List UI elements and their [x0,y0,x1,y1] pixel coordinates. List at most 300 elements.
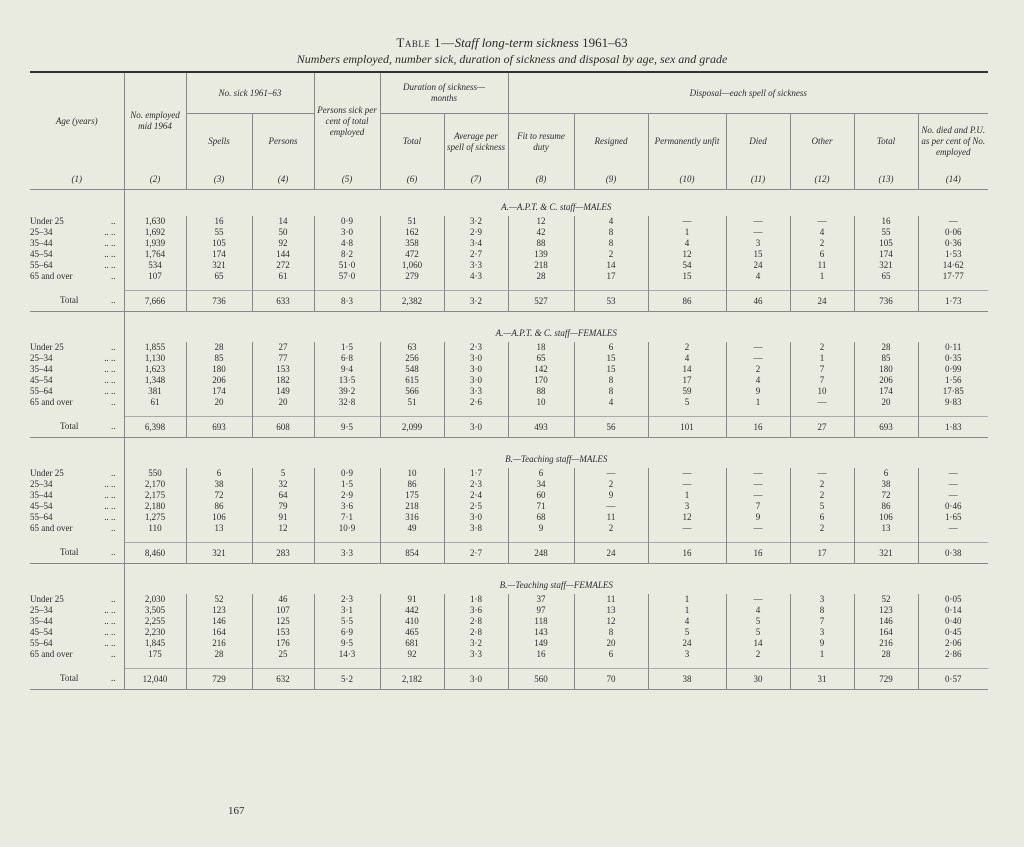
value-cell: 3·8 [444,523,508,534]
value-cell: 54 [648,260,726,271]
value-cell: 24 [648,638,726,649]
value-cell: 2·8 [444,627,508,638]
age-label: 65 and over [30,523,73,533]
value-cell: 5 [726,627,790,638]
value-cell: 381 [124,386,186,397]
age-label: Total [60,295,79,306]
value-cell: 4 [726,605,790,616]
spacer-cell [508,534,574,543]
value-cell: 2·5 [444,501,508,512]
value-cell: 6·8 [314,353,380,364]
value-cell: 2·8 [444,616,508,627]
spacer-cell [314,660,380,669]
value-cell: 180 [854,364,918,375]
age-label: 45–54 [30,249,53,259]
value-cell: 27 [790,417,854,438]
value-cell: 164 [854,627,918,638]
spacer-cell [508,282,574,291]
value-cell: 5 [790,501,854,512]
age-label: 55–64 [30,386,53,396]
value-cell: 86 [854,501,918,512]
age-cell [30,616,124,627]
value-cell: 14·3 [314,649,380,660]
age-label: 55–64 [30,638,53,648]
value-cell: 72 [854,490,918,501]
age-cell [30,501,124,512]
section-header-row [30,312,988,343]
spacer-cell [252,534,314,543]
value-cell: 85 [186,353,252,364]
value-cell: 174 [854,249,918,260]
age-cell [30,342,124,353]
age-cell [30,227,124,238]
section-spacer [30,438,124,469]
value-cell: 7 [790,616,854,627]
age-cell [30,386,124,397]
age-label: 45–54 [30,375,53,385]
age-cell [30,271,124,282]
value-cell: 3,505 [124,605,186,616]
column-number: (11) [726,169,790,190]
value-cell: 149 [508,638,574,649]
value-cell: 3·2 [444,291,508,312]
value-cell: 16 [726,417,790,438]
spacer-cell [186,534,252,543]
value-cell: 3·3 [444,386,508,397]
value-cell: 2 [790,342,854,353]
value-cell: 4 [574,397,648,408]
value-cell: 24 [790,291,854,312]
spacer-cell [726,408,790,417]
value-cell: 3·2 [444,638,508,649]
age-cell [30,364,124,375]
leader-dots: .. .. [104,638,116,648]
value-cell: 3·0 [444,512,508,523]
value-cell: 14·62 [918,260,988,271]
value-cell: 560 [508,669,574,690]
column-number: (1) [30,169,124,190]
value-cell: 1 [790,353,854,364]
value-cell: 0·45 [918,627,988,638]
age-label: Under 25 [30,216,64,226]
value-cell: 283 [252,543,314,564]
value-cell: 2,230 [124,627,186,638]
section-header-row [30,564,988,595]
header-age: Age (years) [55,115,98,126]
value-cell: 3·3 [444,260,508,271]
value-cell: 9·4 [314,364,380,375]
spacer-cell [30,282,124,291]
table-row [30,353,988,364]
spacer-cell [444,408,508,417]
spacer-cell [854,282,918,291]
value-cell: 2 [726,649,790,660]
leader-dots: .. [111,468,116,478]
value-cell: 1,130 [124,353,186,364]
leader-dots: .. .. [104,227,116,237]
value-cell: 42 [508,227,574,238]
spacer-cell [648,534,726,543]
spacer-cell [574,282,648,291]
value-cell: 1,939 [124,238,186,249]
value-cell: 34 [508,479,574,490]
value-cell: 3·0 [444,375,508,386]
spacer-cell [918,534,988,543]
value-cell: 3·6 [444,605,508,616]
spacer-cell [574,408,648,417]
age-label: 55–64 [30,512,53,522]
value-cell: 97 [508,605,574,616]
age-label: 35–44 [30,490,53,500]
value-cell: 8,460 [124,543,186,564]
value-cell: 8 [574,386,648,397]
value-cell: 20 [574,638,648,649]
value-cell: 38 [648,669,726,690]
value-cell: 51 [380,216,444,227]
spacer-cell [252,282,314,291]
value-cell: 358 [380,238,444,249]
value-cell: 61 [252,271,314,282]
value-cell: 0·9 [314,468,380,479]
value-cell: 1,692 [124,227,186,238]
value-cell: 3·0 [444,353,508,364]
value-cell: 2,255 [124,616,186,627]
value-cell: 2 [726,364,790,375]
value-cell: 55 [854,227,918,238]
value-cell: 16 [648,543,726,564]
value-cell: — [648,523,726,534]
age-cell [30,523,124,534]
value-cell: 17 [790,543,854,564]
age-cell [30,397,124,408]
value-cell: 11 [574,512,648,523]
spacer-cell [726,282,790,291]
value-cell: 7,666 [124,291,186,312]
value-cell: 2·7 [444,249,508,260]
value-cell: 149 [252,386,314,397]
value-cell: 534 [124,260,186,271]
age-cell [30,291,124,312]
header-other: Other [790,114,854,170]
leader-dots: .. [111,594,116,604]
value-cell: 2,030 [124,594,186,605]
value-cell: — [574,501,648,512]
leader-dots: .. .. [104,260,116,270]
value-cell: 3·4 [444,238,508,249]
spacer-cell [918,660,988,669]
value-cell: 6,398 [124,417,186,438]
value-cell: 1,623 [124,364,186,375]
value-cell: 2,099 [380,417,444,438]
value-cell: 10 [508,397,574,408]
column-number: (4) [252,169,314,190]
value-cell: 32 [252,479,314,490]
value-cell: 182 [252,375,314,386]
value-cell: 1·53 [918,249,988,260]
header-spells: Spells [186,114,252,170]
value-cell: — [918,468,988,479]
column-number: (12) [790,169,854,190]
header-dur-avg: Average per spell of sickness [444,114,508,170]
spacer-cell [380,282,444,291]
value-cell: 24 [574,543,648,564]
value-cell: 50 [252,227,314,238]
value-cell: 5 [252,468,314,479]
value-cell: 144 [252,249,314,260]
value-cell: 92 [252,238,314,249]
value-cell: 4 [648,238,726,249]
value-cell: — [918,216,988,227]
age-label: 65 and over [30,397,73,407]
value-cell: 125 [252,616,314,627]
value-cell: 14 [648,364,726,375]
spacer-cell [854,408,918,417]
total-row [30,543,988,564]
header-unfit: Permanently unfit [648,114,726,170]
age-cell [30,468,124,479]
age-cell [30,627,124,638]
section-label: B.—Teaching staff—MALES [124,438,988,469]
value-cell: 139 [508,249,574,260]
value-cell: 472 [380,249,444,260]
value-cell: — [648,216,726,227]
value-cell: 0·57 [918,669,988,690]
value-cell: 8 [574,627,648,638]
column-number: (2) [124,169,186,190]
value-cell: 11 [790,260,854,271]
value-cell: 24 [726,260,790,271]
value-cell: 1 [790,649,854,660]
value-cell: 53 [574,291,648,312]
value-cell: 14 [574,260,648,271]
age-label: 25–34 [30,479,53,489]
value-cell: 110 [124,523,186,534]
value-cell: 8 [790,605,854,616]
age-cell [30,543,124,564]
spacer-cell [726,660,790,669]
spacer-cell [918,282,988,291]
value-cell: 2·6 [444,397,508,408]
age-label: 25–34 [30,353,53,363]
value-cell: 0·99 [918,364,988,375]
value-cell: 1,845 [124,638,186,649]
value-cell: 256 [380,353,444,364]
age-label: 45–54 [30,627,53,637]
value-cell: 16 [508,649,574,660]
value-cell: 13·5 [314,375,380,386]
value-cell: 1 [648,227,726,238]
value-cell: 85 [854,353,918,364]
table-row [30,271,988,282]
value-cell: 736 [186,291,252,312]
value-cell: 729 [854,669,918,690]
value-cell: 174 [854,386,918,397]
value-cell: 105 [186,238,252,249]
table-row [30,649,988,660]
table-subtitle: Numbers employed, number sick, duration of sickness and disposal by age, sex and grade [296,52,728,66]
section-label: A.—A.P.T. & C. staff—MALES [124,190,988,217]
spacer-cell [854,534,918,543]
age-label: 25–34 [30,227,53,237]
table-row [30,627,988,638]
value-cell: 3·3 [314,543,380,564]
spacer-cell [648,408,726,417]
leader-dots: .. .. [104,616,116,626]
leader-dots: .. [111,673,116,684]
spacer-cell [124,660,186,669]
value-cell: — [574,468,648,479]
value-cell: 51·0 [314,260,380,271]
value-cell: 3·6 [314,501,380,512]
value-cell: 106 [854,512,918,523]
value-cell: 17 [574,271,648,282]
value-cell: — [918,523,988,534]
value-cell: 30 [726,669,790,690]
value-cell: 608 [252,417,314,438]
section-spacer [30,312,124,343]
value-cell: 79 [252,501,314,512]
value-cell: 550 [124,468,186,479]
value-cell: 65 [508,353,574,364]
value-cell: 9 [726,512,790,523]
table-row [30,605,988,616]
age-cell [30,490,124,501]
value-cell: — [726,523,790,534]
table-number: Table 1— [396,35,455,50]
value-cell: 1 [648,605,726,616]
age-cell [30,238,124,249]
age-label: 65 and over [30,649,73,659]
value-cell: 216 [186,638,252,649]
table-title [0,35,1024,51]
value-cell: 118 [508,616,574,627]
value-cell: — [790,468,854,479]
spacer-cell [508,408,574,417]
value-cell: 0·46 [918,501,988,512]
value-cell: 2·86 [918,649,988,660]
table-row [30,227,988,238]
value-cell: 218 [508,260,574,271]
table-title-years: 1961–63 [578,35,628,50]
value-cell: 1,630 [124,216,186,227]
header-employed: No. employed mid 1964 [124,73,186,169]
section-header-row [30,190,988,217]
value-cell: 316 [380,512,444,523]
header-duration: Duration of sickness—months [380,73,508,114]
value-cell: 2,180 [124,501,186,512]
value-cell: 60 [508,490,574,501]
value-cell: 3 [790,627,854,638]
value-cell: 16 [726,543,790,564]
spacer-cell [574,534,648,543]
value-cell: 1·5 [314,479,380,490]
table-row [30,397,988,408]
value-cell: 1 [648,490,726,501]
value-cell: 88 [508,238,574,249]
value-cell: 465 [380,627,444,638]
table-row [30,616,988,627]
value-cell: — [790,397,854,408]
value-cell: 1·5 [314,342,380,353]
value-cell: 548 [380,364,444,375]
value-cell: 216 [854,638,918,649]
value-cell: 15 [574,353,648,364]
value-cell: 180 [186,364,252,375]
table-row [30,523,988,534]
value-cell: 2 [790,479,854,490]
header-fit: Fit to resume duty [508,114,574,170]
value-cell: — [726,490,790,501]
value-cell: 1,764 [124,249,186,260]
value-cell: 9 [790,638,854,649]
value-cell: 0·06 [918,227,988,238]
value-cell: 7·1 [314,512,380,523]
spacer-cell [574,660,648,669]
value-cell: 123 [854,605,918,616]
value-cell: 6 [854,468,918,479]
value-cell: 10·9 [314,523,380,534]
section-label: B.—Teaching staff—FEMALES [124,564,988,595]
value-cell: 107 [252,605,314,616]
value-cell: 1·8 [444,594,508,605]
value-cell: 12,040 [124,669,186,690]
value-cell: 321 [854,543,918,564]
value-cell: 57·0 [314,271,380,282]
value-cell: 279 [380,271,444,282]
spacer-cell [252,408,314,417]
value-cell: 632 [252,669,314,690]
value-cell: 14 [726,638,790,649]
value-cell: 174 [186,249,252,260]
value-cell: 2·3 [444,342,508,353]
value-cell: 2·3 [444,479,508,490]
leader-dots: .. [111,295,116,306]
value-cell: 52 [854,594,918,605]
spacer-cell [726,534,790,543]
spacer-cell [186,282,252,291]
total-row [30,669,988,690]
value-cell: 17 [648,375,726,386]
table-row [30,479,988,490]
age-label: Total [60,421,79,432]
value-cell: 5 [726,616,790,627]
value-cell: 18 [508,342,574,353]
age-label: 35–44 [30,616,53,626]
section-spacer [30,190,124,217]
value-cell: 4 [726,271,790,282]
value-cell: 1,348 [124,375,186,386]
value-cell: 46 [726,291,790,312]
leader-dots: .. .. [104,364,116,374]
value-cell: 2 [574,479,648,490]
value-cell: 3·1 [314,605,380,616]
value-cell: 2,382 [380,291,444,312]
value-cell: 0·14 [918,605,988,616]
table-row [30,216,988,227]
age-cell [30,638,124,649]
value-cell: 153 [252,364,314,375]
value-cell: 1·83 [918,417,988,438]
spacer-cell [790,534,854,543]
value-cell: 493 [508,417,574,438]
value-cell: 3 [726,238,790,249]
column-number: (7) [444,169,508,190]
value-cell: 4 [726,375,790,386]
value-cell: 28 [508,271,574,282]
age-cell [30,594,124,605]
value-cell: 164 [186,627,252,638]
value-cell: 2·4 [444,490,508,501]
